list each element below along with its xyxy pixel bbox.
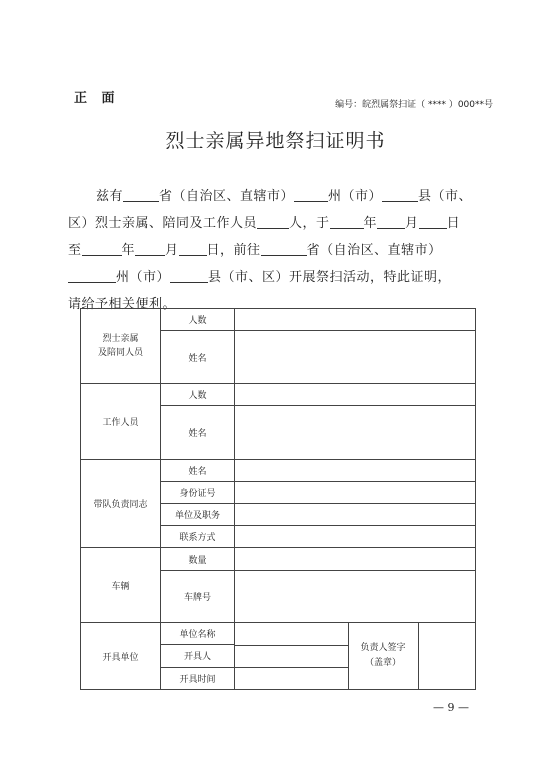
body-text-segment: 区）烈士亲属、陪同及工作人员 [68,216,258,231]
page-number: — 9 — [433,701,469,714]
body-text-segment: 省（自治区、直辖市） [159,189,295,204]
body-text-segment: 人，于 [289,216,330,231]
fill-blank-start-year[interactable] [330,214,364,229]
body-text-segment: 月 [165,243,179,258]
body-line-4 [68,264,488,291]
body-text-segment: 日 [446,216,461,231]
fill-blank-end-year[interactable] [82,241,122,256]
relatives-group-label [81,309,161,384]
vehicle-quantity-label: 数量 [161,548,235,571]
body-text-segment: 省（自治区、直辖市） [306,243,442,258]
body-line-1 [68,183,488,210]
staff-name-label: 姓名 [161,406,235,460]
body-text-segment: 年 [121,243,136,258]
relatives-label-line-2: 及陪同人员 [97,348,143,358]
body-text-segment: 月 [405,216,419,231]
signature-field[interactable] [418,623,476,689]
issuer-subtable [235,623,476,689]
issuer-person-label: 开具人 [161,645,235,667]
table-row [81,548,476,571]
side-label: 正 面 [74,91,116,106]
staff-count-field[interactable] [235,384,476,406]
table-row [81,460,476,482]
issuer-fields-cell [235,623,476,690]
leader-unit-field[interactable] [235,504,476,526]
relatives-label-line-1: 烈士亲属 [102,334,139,344]
issuer-unit-field[interactable] [235,623,348,645]
staff-group-label: 工作人员 [81,384,161,460]
fill-blank-county[interactable] [382,187,418,202]
body-line-5: 请给予相关便利。 [68,297,177,312]
leader-id-field[interactable] [235,482,476,504]
body-text-segment: 州（市） [116,270,171,285]
body-text-segment: 兹有 [96,189,124,204]
staff-name-field[interactable] [235,406,476,460]
issue-time-label: 开具时间 [161,667,235,689]
issuer-unit-label: 单位名称 [161,623,235,645]
body-text-segment: 县（市、区）开展祭扫活动，特此证明， [208,270,452,285]
leader-contact-field[interactable] [235,526,476,548]
table-row [235,623,476,645]
leader-name-field[interactable] [235,460,476,482]
fill-blank-end-day[interactable] [179,241,207,256]
serial-number: 编号：皖烈属祭扫证（ **** ）000**号 [335,100,493,110]
body-line-3 [68,237,488,264]
fill-blank-province[interactable] [123,187,159,202]
vehicle-quantity-field[interactable] [235,548,476,571]
issuer-person-field[interactable] [235,645,348,667]
certificate-form-table [80,308,476,690]
leader-contact-label: 联系方式 [161,526,235,548]
body-text-segment: 日，前往 [206,243,261,258]
body-text-segment: 至 [68,243,82,258]
fill-blank-dest-county[interactable] [170,268,208,283]
staff-count-label: 人数 [161,384,235,406]
signature-label-cell [348,623,418,689]
issue-time-field[interactable] [235,667,348,689]
leader-name-label: 姓名 [161,460,235,482]
fill-blank-start-month[interactable] [377,214,405,229]
fill-blank-end-month[interactable] [135,241,165,256]
fill-blank-people-count[interactable] [257,214,289,229]
fill-blank-start-day[interactable] [419,214,447,229]
vehicle-group-label: 车辆 [81,548,161,623]
document-title: 烈士亲属异地祭扫证明书 [165,130,386,152]
relatives-count-label: 人数 [161,309,235,331]
table-row [81,309,476,331]
relatives-name-field[interactable] [235,331,476,384]
body-text-segment: 县（市、 [418,189,473,204]
fill-blank-prefecture[interactable] [294,187,328,202]
vehicle-plate-field[interactable] [235,571,476,623]
issuer-group-label: 开具单位 [81,623,161,690]
relatives-count-field[interactable] [235,309,476,331]
body-text-segment: 年 [363,216,378,231]
certificate-body [68,183,488,318]
body-line-2 [68,210,488,237]
signature-label-line-2: （盖章） [364,658,401,668]
leader-group-label: 带队负责同志 [81,460,161,548]
signature-label-line-1: 负责人签字 [360,643,406,653]
vehicle-plate-label: 车牌号 [161,571,235,623]
relatives-name-label: 姓名 [161,331,235,384]
table-row [81,623,476,645]
body-text-segment: 州（市） [328,189,383,204]
table-row [81,384,476,406]
fill-blank-dest-province[interactable] [261,241,307,256]
leader-id-label: 身份证号 [161,482,235,504]
fill-blank-dest-prefecture[interactable] [68,268,116,283]
leader-unit-label: 单位及职务 [161,504,235,526]
